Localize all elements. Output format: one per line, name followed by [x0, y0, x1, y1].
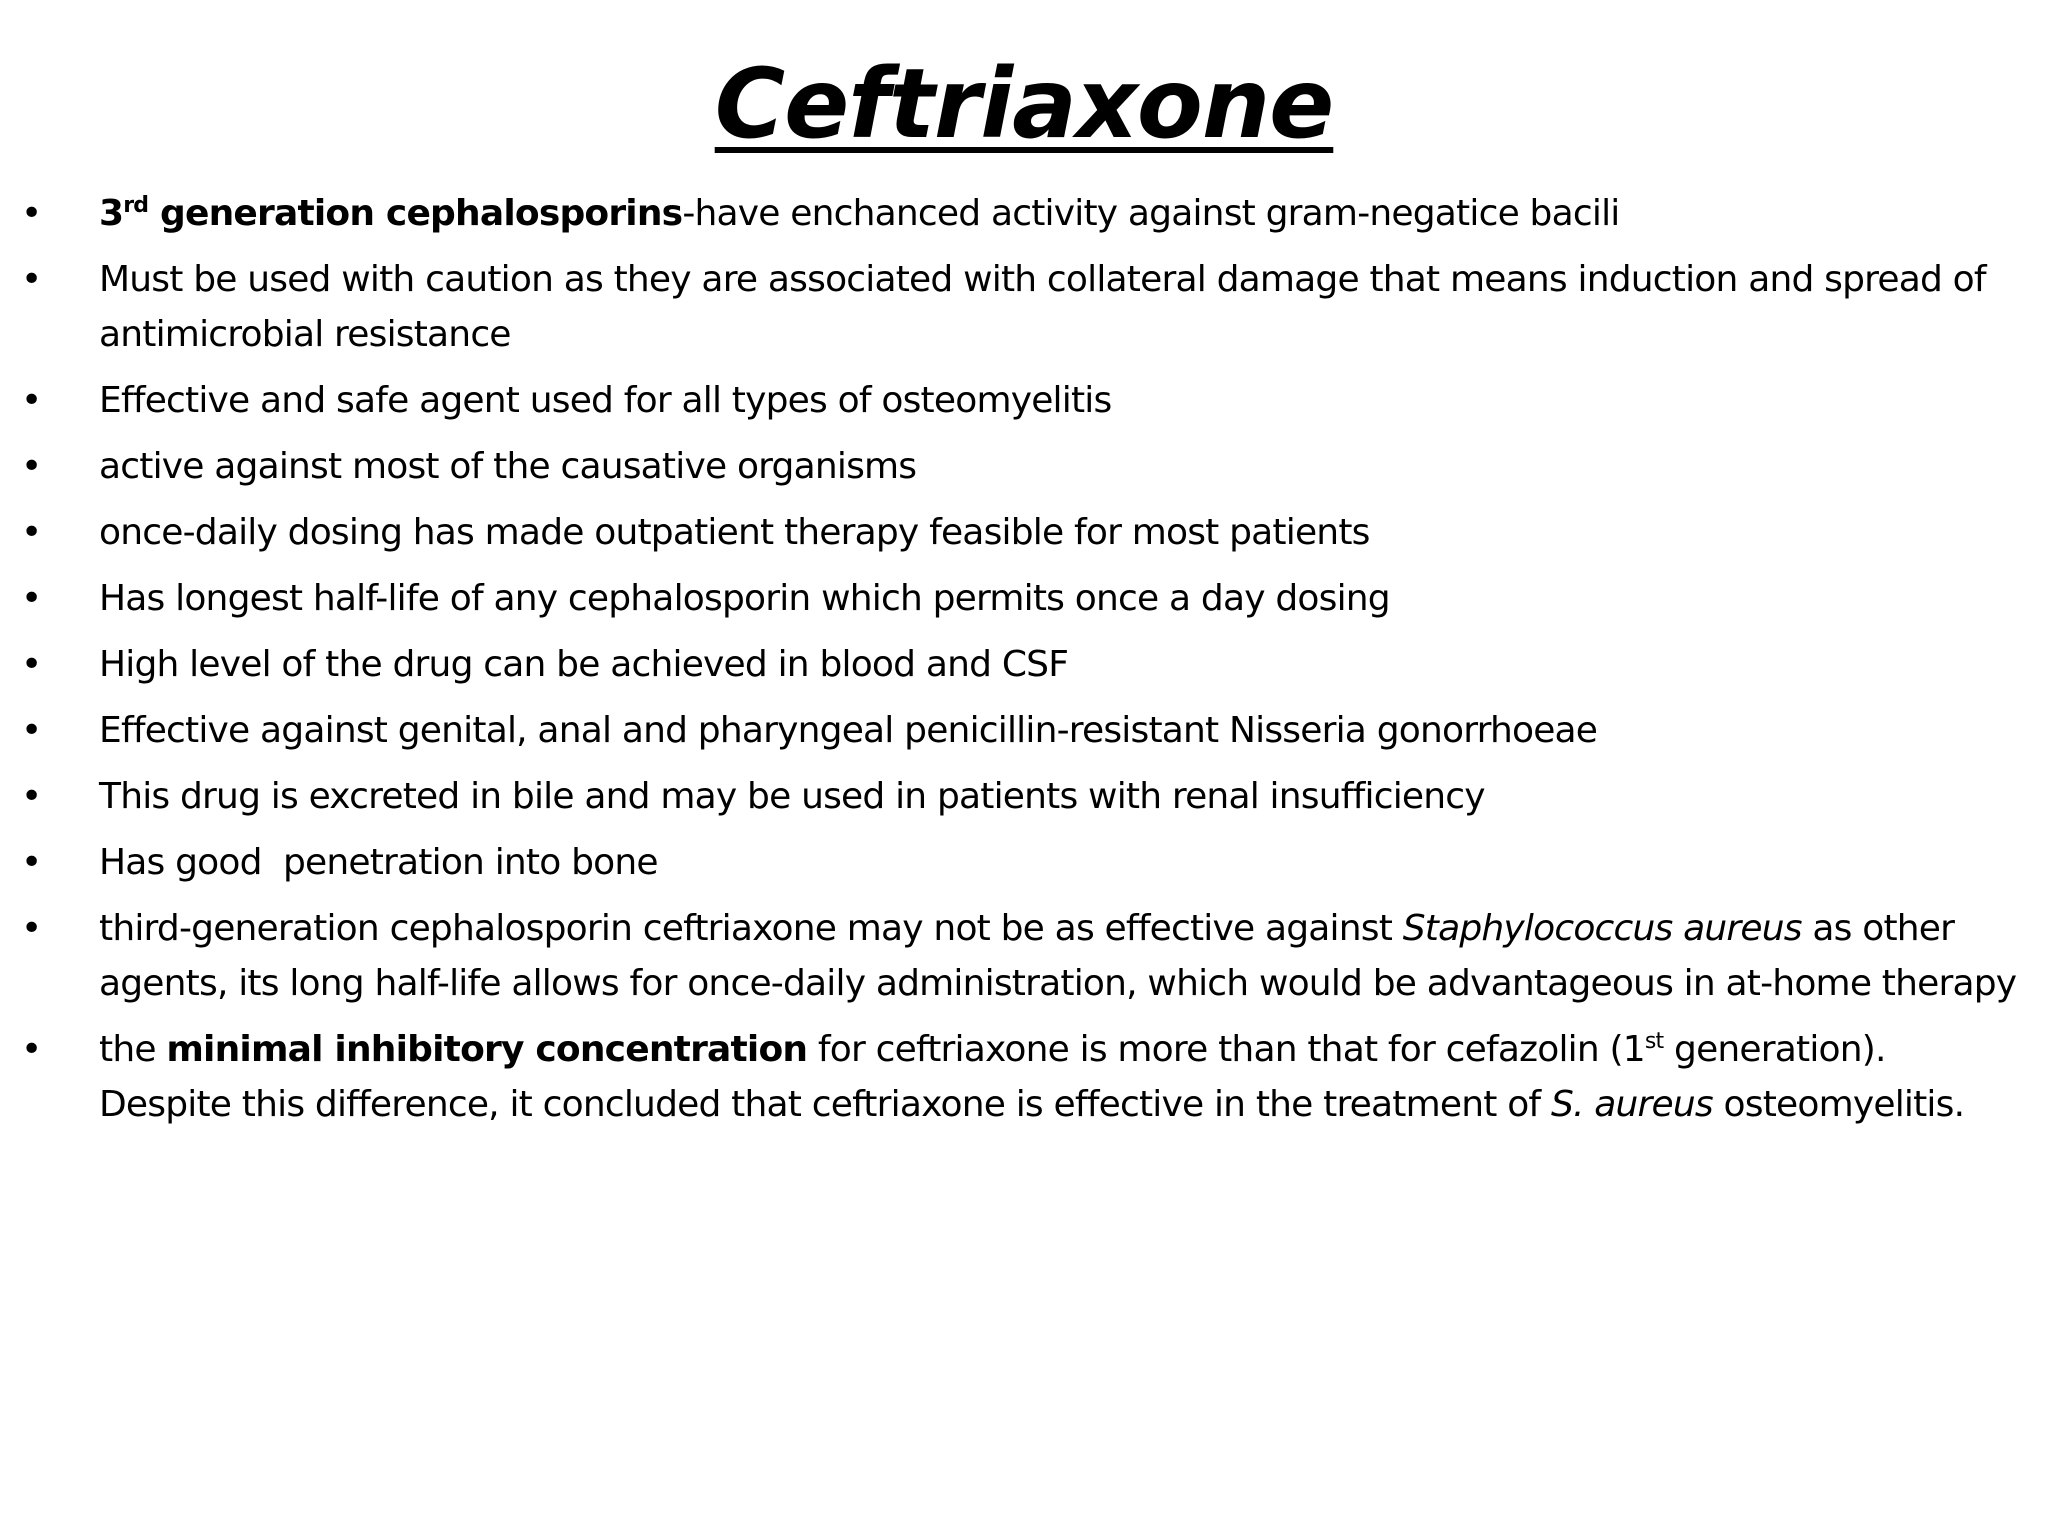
bullet-dot: •: [21, 644, 42, 685]
bullet-text: [99, 186, 2028, 241]
slide-title: Ceftriaxone: [714, 48, 1334, 160]
bullet-item: [0, 703, 2048, 758]
bullet-text-post: osteomyelitis.: [1712, 1084, 1965, 1125]
bullet-dot: •: [21, 193, 42, 234]
italic-text: Staphylococcus aureus: [1402, 908, 1802, 949]
bullet-text: Must be used with caution as they are associated with collateral damage that means induction and spread of antimicrobial resistance: [99, 259, 1986, 355]
superscript: st: [1644, 1029, 1664, 1054]
bullet-text: once-daily dosing has made outpatient therapy feasible for most patients: [99, 512, 1370, 553]
superscript: rd: [123, 193, 149, 218]
bullet-dot: •: [21, 710, 42, 751]
bullet-text-rest: -have enchanced activity against gram-negatice bacili: [682, 193, 1620, 234]
bullet-list: [0, 186, 2048, 1143]
bullet-text: [99, 1022, 2028, 1132]
bullet-item: [0, 252, 2048, 362]
bullet-dot: •: [21, 908, 42, 949]
bullet-text-pre: third-generation cephalosporin ceftriaxone may not be as effective against: [99, 908, 1403, 949]
bullet-dot: •: [21, 1029, 42, 1070]
bullet-text: active against most of the causative organisms: [99, 446, 917, 487]
bullet-text: This drug is excreted in bile and may be used in patients with renal insufficiency: [99, 776, 1485, 817]
bullet-item: [0, 901, 2048, 1011]
bold-text: minimal inhibitory concentration: [166, 1029, 808, 1070]
bullet-dot: •: [21, 446, 42, 487]
bullet-item: [0, 835, 2048, 890]
bullet-text-mid: for ceftriaxone is more than that for cefazolin (1: [807, 1029, 1645, 1070]
bullet-dot: •: [21, 578, 42, 619]
bullet-item: [0, 571, 2048, 626]
bullet-item: [0, 769, 2048, 824]
bullet-text-pre: the: [99, 1029, 167, 1070]
bullet-dot: •: [21, 259, 42, 300]
bullet-text: High level of the drug can be achieved in blood and CSF: [99, 644, 1069, 685]
italic-text: S. aureus: [1550, 1084, 1713, 1125]
bullet-dot: •: [21, 842, 42, 883]
bullet-text-mid2: generation). Despite this difference, it concluded that ceftriaxone is effective in the treatment of: [99, 1029, 1886, 1125]
bullet-text: Has longest half-life of any cephalosporin which permits once a day dosing: [99, 578, 1390, 619]
bullet-item: [0, 186, 2048, 241]
bullet-item: [0, 637, 2048, 692]
bold-text: generation cephalosporins: [148, 193, 683, 234]
bullet-text: Effective and safe agent used for all types of osteomyelitis: [99, 380, 1112, 421]
bullet-item: [0, 505, 2048, 560]
bullet-item: [0, 1022, 2048, 1132]
bullet-item: [0, 373, 2048, 428]
bullet-text: Has good penetration into bone: [99, 842, 658, 883]
bullet-dot: •: [21, 512, 42, 553]
bold-text: 3: [99, 193, 124, 234]
bullet-text: [99, 901, 2028, 1011]
bullet-text-post: as other agents, its long half-life allows for once-daily administration, which would be advantageous in at-home therapy: [99, 908, 2017, 1004]
bullet-dot: •: [21, 380, 42, 421]
bullet-text: Effective against genital, anal and pharyngeal penicillin-resistant Nisseria gonorrhoeae: [99, 710, 1598, 751]
bullet-item: [0, 439, 2048, 494]
bullet-dot: •: [21, 776, 42, 817]
